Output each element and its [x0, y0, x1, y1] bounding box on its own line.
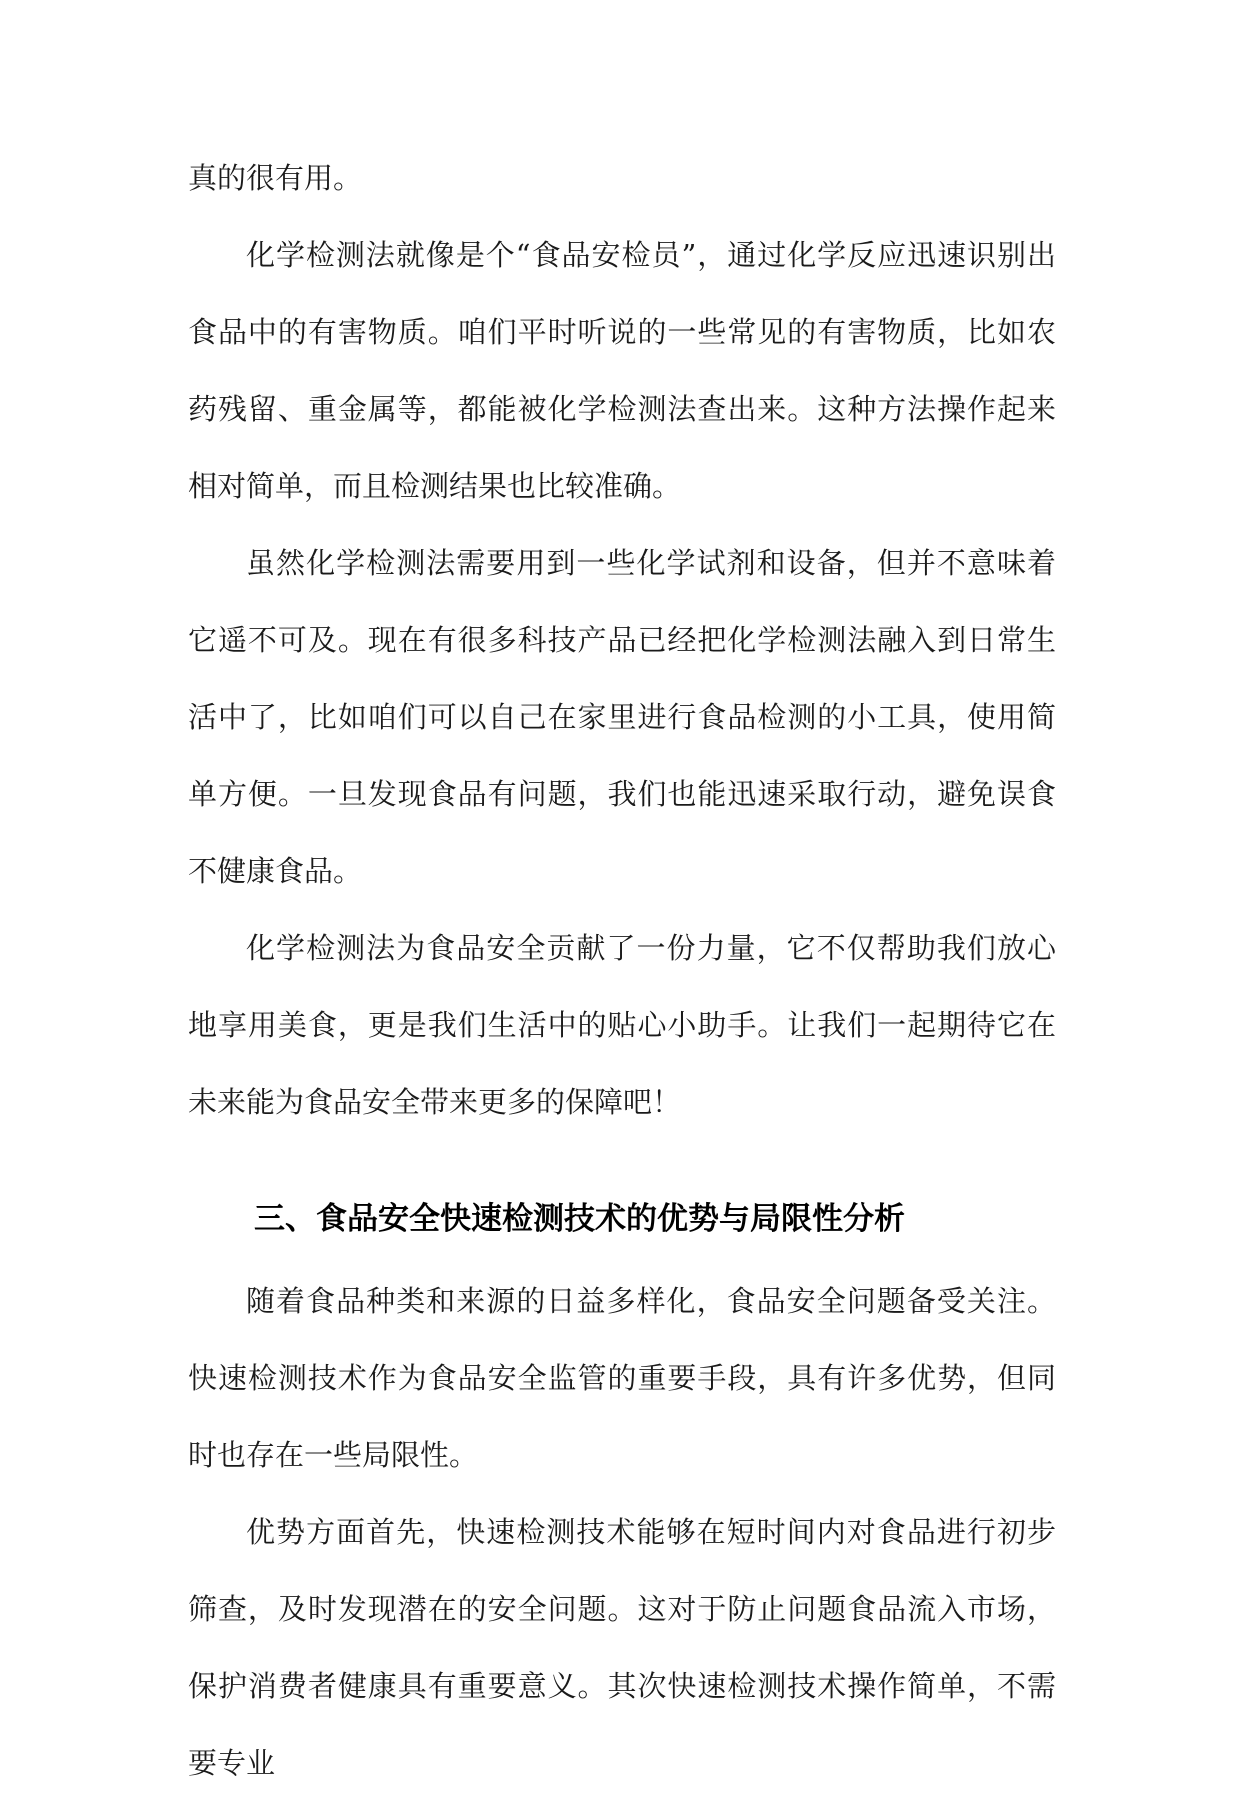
- section-heading: 三、食品安全快速检测技术的优势与局限性分析: [254, 1201, 905, 1237]
- paragraph-chemical-detection-intro: 化学检测法就像是个“食品安检员”，通过化学反应迅速识别出食品中的有害物质。咱们平时听说的一些常见的有害物质，比如农药残留、重金属等，都能被化学检测法查出来。这种方法操作起来相对简单，而且检测结果也比较准确。: [188, 238, 1056, 503]
- paragraph-chemical-detection-summary: 化学检测法为食品安全贡献了一份力量，它不仅帮助我们放心地享用美食，更是我们生活中的贴心小助手。让我们一起期待它在未来能为食品安全带来更多的保障吧！: [188, 931, 1056, 1119]
- paragraph-rapid-detection-intro: 随着食品种类和来源的日益多样化，食品安全问题备受关注。快速检测技术作为食品安全监管的重要手段，具有许多优势，但同时也存在一些局限性。: [188, 1284, 1056, 1472]
- document-body: [188, 140, 1056, 1802]
- paragraph-chemical-detection-daily-use: 虽然化学检测法需要用到一些化学试剂和设备，但并不意味着它遥不可及。现在有很多科技产品已经把化学检测法融入到日常生活中了，比如咱们可以自己在家里进行食品检测的小工具，使用简单方便。一旦发现食品有问题，我们也能迅速采取行动，避免误食不健康食品。: [188, 546, 1056, 888]
- paragraph-rapid-detection-advantages: 优势方面首先，快速检测技术能够在短时间内对食品进行初步筛查，及时发现潜在的安全问题。这对于防止问题食品流入市场，保护消费者健康具有重要意义。其次快速检测技术操作简单，不需要专业: [188, 1515, 1056, 1780]
- paragraph-continuation: 真的很有用。: [188, 161, 363, 195]
